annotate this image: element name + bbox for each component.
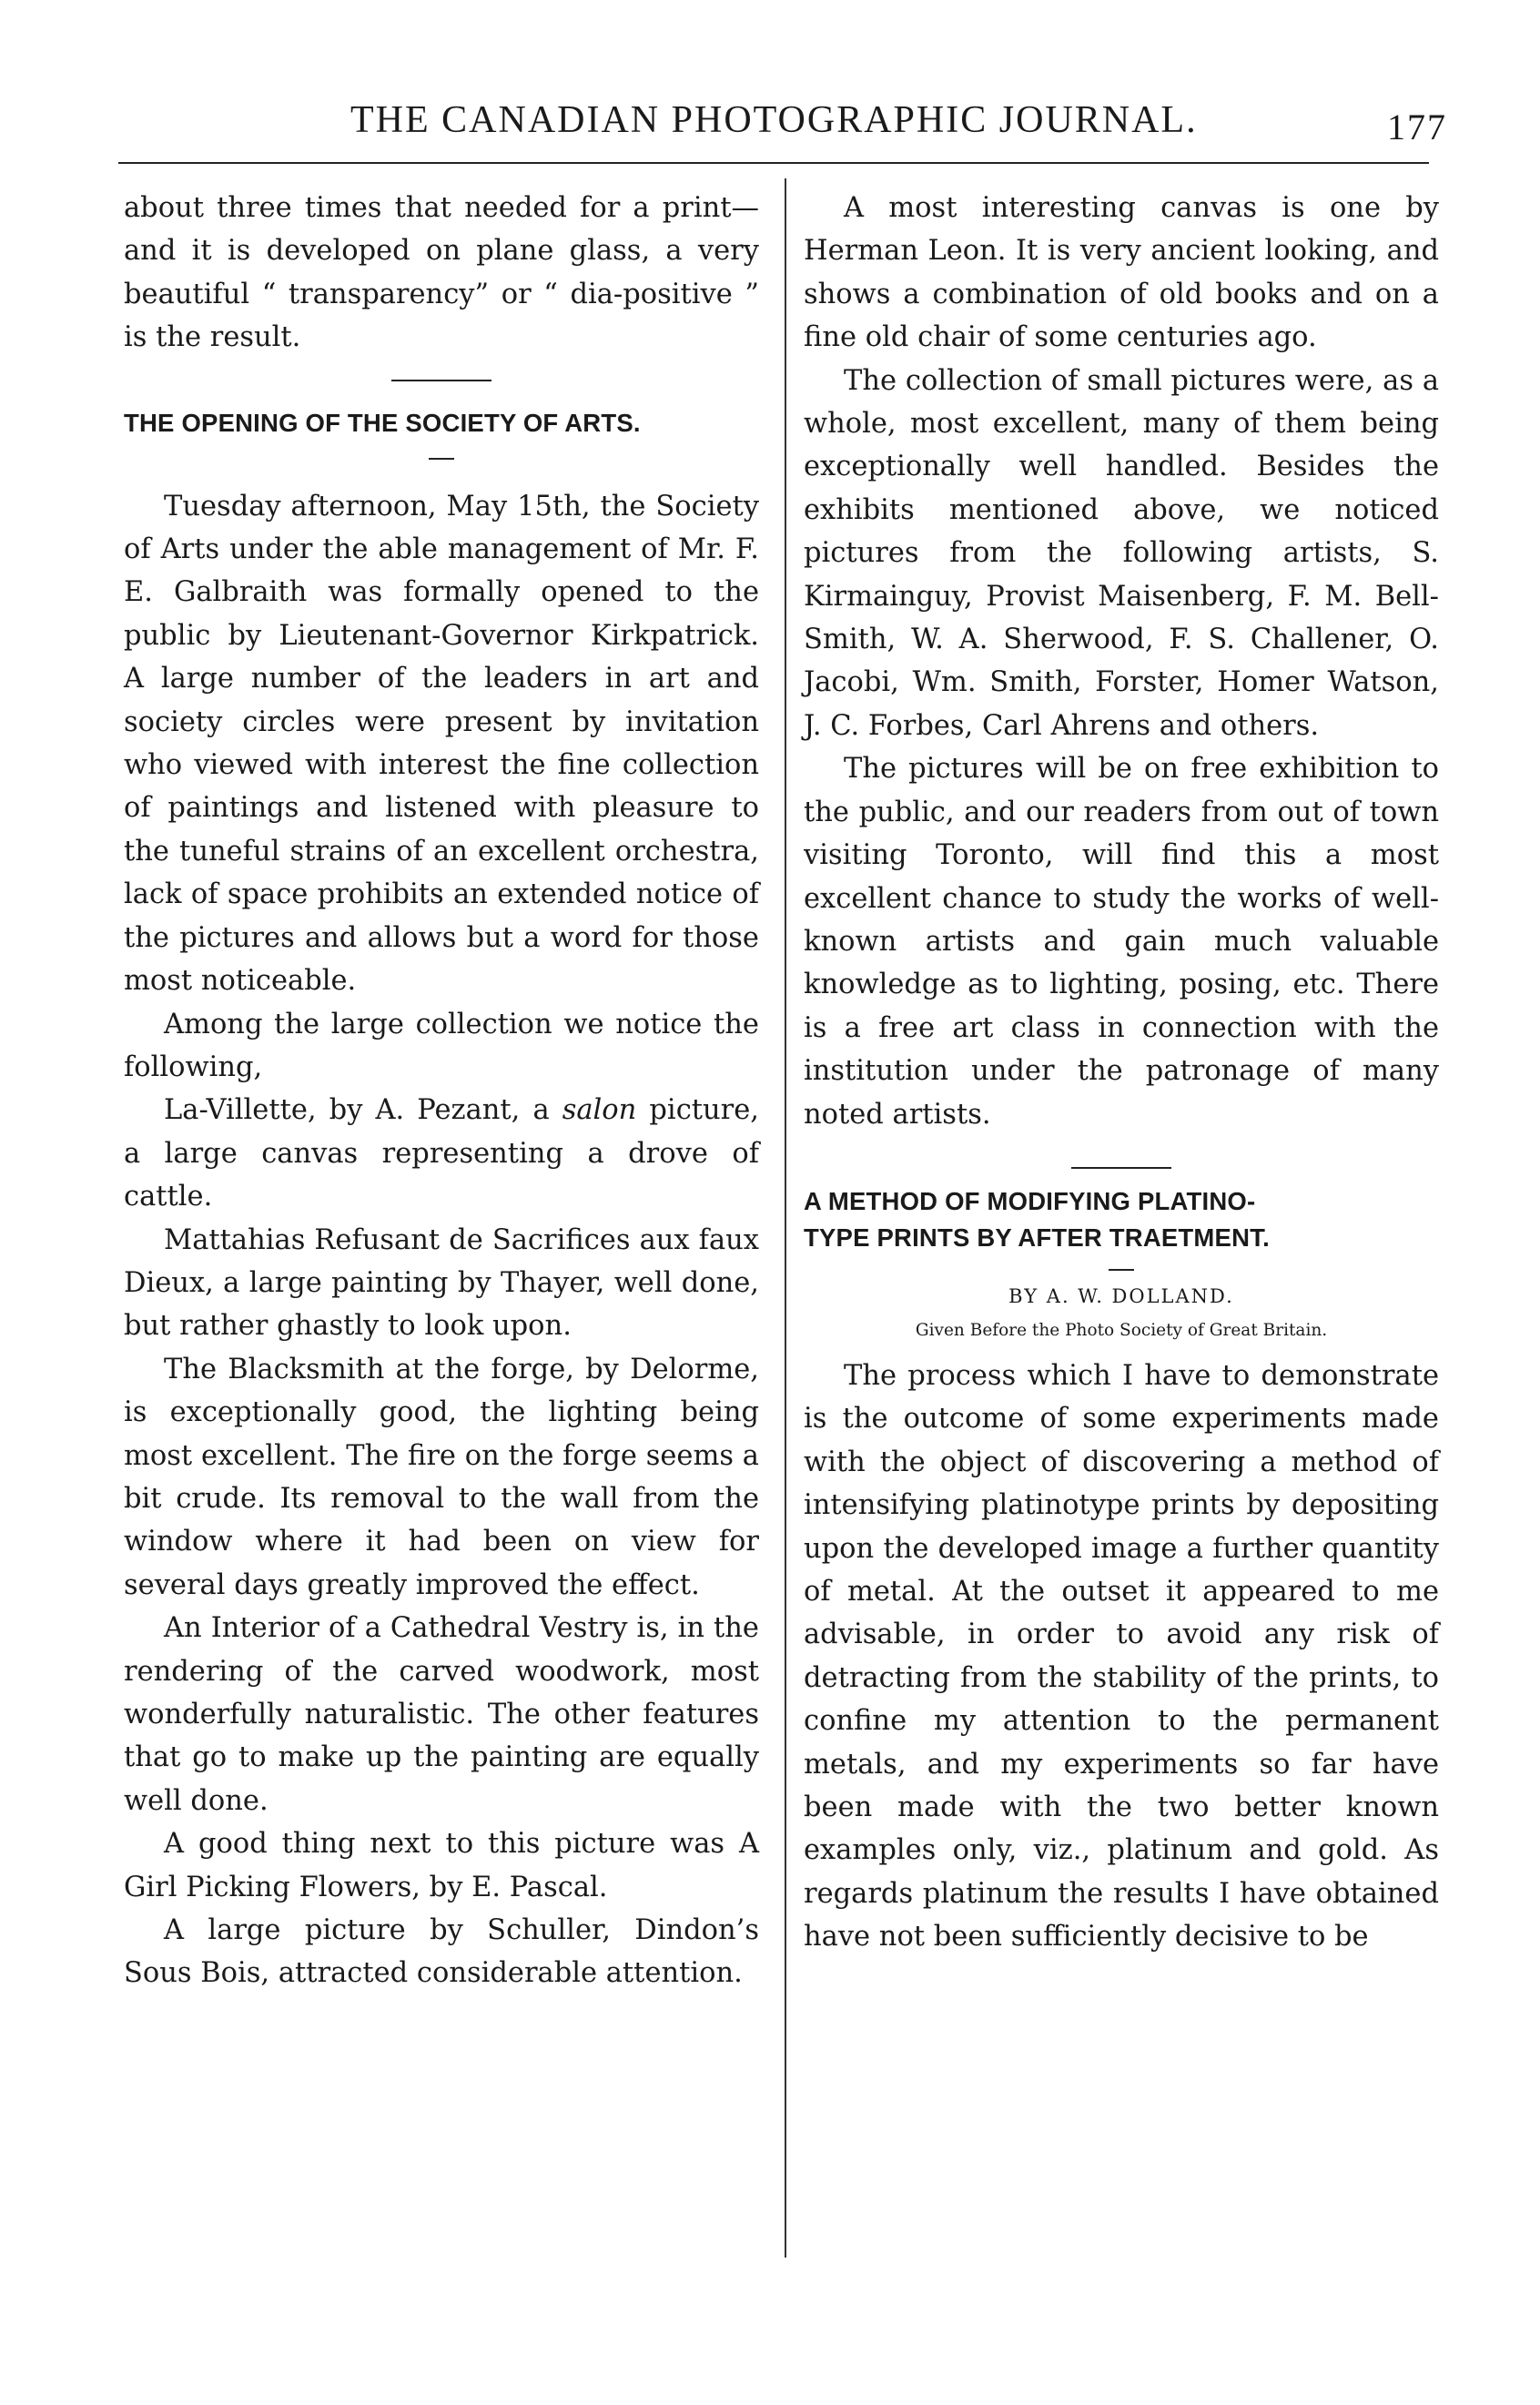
right-column	[804, 187, 1439, 1959]
section-rule	[1071, 1167, 1171, 1169]
paragraph: A large picture by Schuller, Dindon’s Sous Bois, attracted considerable attention.	[124, 1914, 759, 1990]
paragraph: A good thing next to this picture was A Girl Picking Flowers, by E. Pascal.	[124, 1828, 759, 1903]
paragraph: Mattahias Refusant de Sacrifices aux faux Dieux, a large painting by Thayer, well done, but rather ghastly to look upon.	[124, 1223, 759, 1343]
paragraph: The collection of small pictures were, as a whole, most excellent, many of them being exceptionally well handled. Besides the exhibits mentioned above, we noticed pictures from the following artists, S. Kirmainguy, Provist Maisenberg, F. M. Bell-Smith, W. A. Sherwood, F. S. Challener, O. Jacobi, Wm. Smith, Forster, Homer Watson, J. C. Forbes, Carl Ahrens and others.	[804, 364, 1439, 742]
section-heading: THE OPENING OF THE SOCIETY OF ARTS.	[124, 408, 641, 437]
article-heading-line2: TYPE PRINTS BY AFTER TRAETMENT.	[804, 1223, 1270, 1252]
heading-rule	[1109, 1269, 1134, 1271]
article-body: The process which I have to demonstrate is the outcome of some experiments made with the object of discovering a method of intensifying platinotype prints by depositing upon the developed image a further quantity of metal. At the outset it appeared to me advisable, in order to avoid any risk of detracting from the stability of the prints, to confine my attention to the permanent metals, and my experiments so far have been made with the two better known examples only, viz., platinum and gold. As regards platinum the results I have obtained have not been sufficiently decisive to be	[804, 1359, 1439, 1953]
paragraph: The pictures will be on free exhibition to the public, and our readers from out of town visiting Toronto, will find this a most excellent chance to study the works of well-known artists and gain much valuable knowledge as to lighting, posing, etc. There is a free art class in connection with the institution under the patronage of many noted artists.	[804, 753, 1439, 1131]
salon-text-before: La-Villette, by A. Pezant, a	[164, 1094, 562, 1127]
continued-paragraph: about three times that needed for a print—and it is developed on plane glass, a very beautiful “ transparency” or “ dia-positive ” is the result.	[124, 192, 759, 354]
byline: BY A. W. DOLLAND.	[1008, 1284, 1234, 1307]
salon-text-after: picture, a large canvas representing a drove of cattle.	[124, 1094, 759, 1213]
left-column	[124, 187, 759, 1995]
paragraph: The Blacksmith at the forge, by Delorme, is exceptionally good, the lighting being most excellent. The fire on the forge seems a bit crude. Its removal to the wall from the window where it had been on view for several days greatly improved the effect.	[124, 1353, 759, 1601]
header-rule	[118, 162, 1429, 164]
paragraph: An Interior of a Cathedral Vestry is, in the rendering of the carved woodwork, most wonderfully naturalistic. The other features that go to make up the painting are equally well done.	[124, 1612, 759, 1817]
article-heading-line1: A METHOD OF MODIFYING PLATINO-	[804, 1186, 1256, 1215]
paragraph: A most interesting canvas is one by Herman Leon. It is very ancient looking, and shows a combination of old books and on a fine old chair of some centuries ago.	[804, 192, 1439, 354]
heading-rule	[429, 458, 454, 460]
paragraph: Among the large collection we notice the following,	[124, 1008, 759, 1083]
running-head	[118, 91, 1447, 155]
salon-paragraph	[124, 1089, 759, 1218]
section-rule	[391, 380, 491, 381]
salon-italic: salon	[562, 1094, 637, 1127]
paragraph: Tuesday afternoon, May 15th, the Society of Arts under the able management of Mr. F. E. Galbraith was formally opened to the public by Lieutenant-Governor Kirkpatrick. A large number of the leaders in art and society circles were present by invitation who viewed with interest the fine collection of paintings and listened with pleasure to the tuneful strains of an excellent orchestra, lack of space prohibits an extended notice of the pictures and allows but a word for those most noticeable.	[124, 490, 759, 998]
column-divider	[785, 178, 786, 2258]
journal-title: THE CANADIAN PHOTOGRAPHIC JOURNAL.	[350, 99, 1198, 141]
byline-note: Given Before the Photo Society of Great Britain.	[915, 1320, 1328, 1340]
page-number: 177	[1387, 107, 1447, 147]
